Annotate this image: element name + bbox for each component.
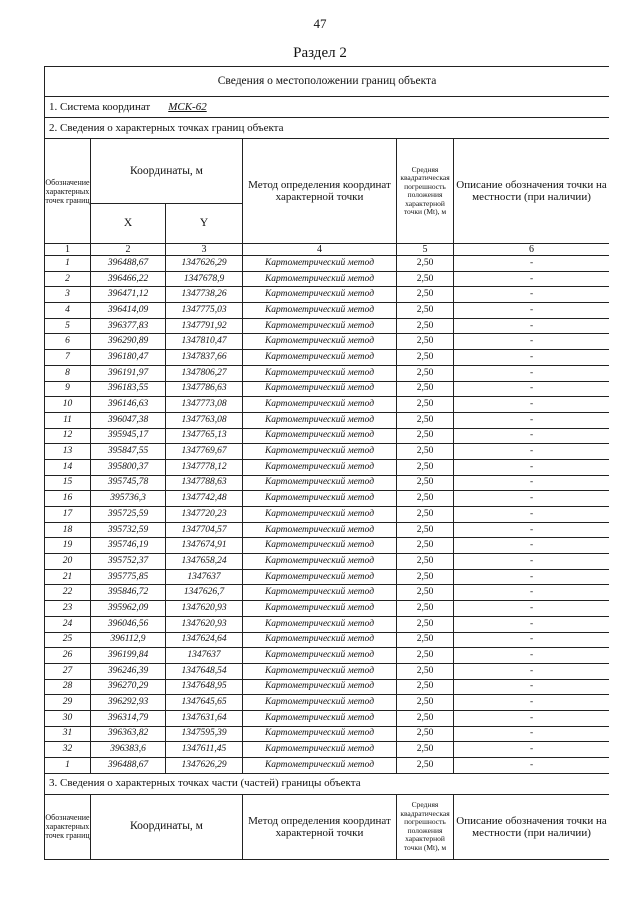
point-number-cell: 19 [45, 538, 91, 554]
boundary-table-container [44, 66, 609, 861]
x-coordinate-cell: 396047,38 [91, 412, 166, 428]
table-row [45, 695, 610, 711]
method-cell: Картометрический метод [243, 397, 397, 413]
description-cell: - [454, 365, 610, 381]
column-number: 6 [454, 244, 610, 256]
x-coordinate-cell: 396146,63 [91, 397, 166, 413]
point-number-cell: 22 [45, 585, 91, 601]
x-coordinate-cell: 396246,39 [91, 663, 166, 679]
description-cell: - [454, 350, 610, 366]
error-cell: 2,50 [397, 350, 454, 366]
method-cell: Картометрический метод [243, 742, 397, 758]
table-row [45, 679, 610, 695]
error-cell: 2,50 [397, 318, 454, 334]
table-row [45, 491, 610, 507]
y-coordinate-cell: 1347674,91 [166, 538, 243, 554]
x-coordinate-cell: 396414,09 [91, 303, 166, 319]
table-row [45, 601, 610, 617]
error-cell: 2,50 [397, 444, 454, 460]
table-row [45, 256, 610, 272]
coord-system-row [45, 97, 610, 118]
table-row [45, 616, 610, 632]
error-cell: 2,50 [397, 616, 454, 632]
method-cell: Картометрический метод [243, 428, 397, 444]
y-coordinate-cell: 1347648,95 [166, 679, 243, 695]
column-numbers-row [45, 244, 610, 256]
header-x: X [91, 204, 166, 244]
x-coordinate-cell: 396314,79 [91, 710, 166, 726]
x-coordinate-cell: 396199,84 [91, 648, 166, 664]
point-number-cell: 20 [45, 554, 91, 570]
description-cell: - [454, 412, 610, 428]
table-row [45, 507, 610, 523]
description-cell: - [454, 758, 610, 774]
point-number-cell: 15 [45, 475, 91, 491]
table-row [45, 397, 610, 413]
error-cell: 2,50 [397, 663, 454, 679]
y-coordinate-cell: 1347658,24 [166, 554, 243, 570]
method-cell: Картометрический метод [243, 522, 397, 538]
y-coordinate-cell: 1347626,29 [166, 256, 243, 272]
table-row [45, 648, 610, 664]
x-coordinate-cell: 396270,29 [91, 679, 166, 695]
description-cell: - [454, 318, 610, 334]
description-cell: - [454, 679, 610, 695]
y-coordinate-cell: 1347720,23 [166, 507, 243, 523]
method-cell: Картометрический метод [243, 679, 397, 695]
error-cell: 2,50 [397, 554, 454, 570]
table-row [45, 710, 610, 726]
error-cell: 2,50 [397, 679, 454, 695]
table-row [45, 318, 610, 334]
table-row [45, 350, 610, 366]
table-row [45, 365, 610, 381]
description-cell: - [454, 271, 610, 287]
description-cell: - [454, 601, 610, 617]
y-coordinate-cell: 1347620,93 [166, 616, 243, 632]
header-description: Описание обозначения точки на местности (при наличии) [454, 139, 610, 244]
error-cell: 2,50 [397, 632, 454, 648]
point-number-cell: 26 [45, 648, 91, 664]
description-cell: - [454, 726, 610, 742]
point-number-cell: 1 [45, 758, 91, 774]
x-coordinate-cell: 396046,56 [91, 616, 166, 632]
x-coordinate-cell: 396180,47 [91, 350, 166, 366]
point-number-cell: 9 [45, 381, 91, 397]
error-cell: 2,50 [397, 585, 454, 601]
boundary-table [44, 66, 609, 860]
error-cell: 2,50 [397, 287, 454, 303]
y-coordinate-cell: 1347595,39 [166, 726, 243, 742]
y-coordinate-cell: 1347626,7 [166, 585, 243, 601]
description-cell: - [454, 475, 610, 491]
coord-system-value: МСК-62 [168, 100, 207, 113]
method-cell: Картометрический метод [243, 632, 397, 648]
x-coordinate-cell: 396292,93 [91, 695, 166, 711]
error-cell: 2,50 [397, 522, 454, 538]
table-row [45, 271, 610, 287]
y-coordinate-cell: 1347611,45 [166, 742, 243, 758]
error-cell: 2,50 [397, 569, 454, 585]
method-cell: Картометрический метод [243, 710, 397, 726]
column-number: 4 [243, 244, 397, 256]
table-row [45, 412, 610, 428]
method-cell: Картометрический метод [243, 365, 397, 381]
method-cell: Картометрический метод [243, 726, 397, 742]
point-number-cell: 17 [45, 507, 91, 523]
table-row [45, 381, 610, 397]
x-coordinate-cell: 395945,17 [91, 428, 166, 444]
point-number-cell: 8 [45, 365, 91, 381]
error-cell: 2,50 [397, 695, 454, 711]
method-cell: Картометрический метод [243, 569, 397, 585]
point-number-cell: 2 [45, 271, 91, 287]
description-cell: - [454, 554, 610, 570]
column-number: 1 [45, 244, 91, 256]
header3-description: Описание обозначения точки на местности (при наличии) [454, 794, 610, 859]
header3-coordinates: Координаты, м [91, 794, 243, 859]
description-cell: - [454, 491, 610, 507]
description-cell: - [454, 287, 610, 303]
column-number: 2 [91, 244, 166, 256]
error-cell: 2,50 [397, 601, 454, 617]
method-cell: Картометрический метод [243, 271, 397, 287]
method-cell: Картометрический метод [243, 601, 397, 617]
header3-error: Средняя квадратическая погрешность положения характерной точки (Мt), м [397, 794, 454, 859]
x-coordinate-cell: 395732,59 [91, 522, 166, 538]
table-row [45, 334, 610, 350]
table-row [45, 569, 610, 585]
point-number-cell: 16 [45, 491, 91, 507]
description-cell: - [454, 538, 610, 554]
y-coordinate-cell: 1347837,66 [166, 350, 243, 366]
point-number-cell: 29 [45, 695, 91, 711]
y-coordinate-cell: 1347765,13 [166, 428, 243, 444]
error-cell: 2,50 [397, 381, 454, 397]
method-cell: Картометрический метод [243, 287, 397, 303]
y-coordinate-cell: 1347788,63 [166, 475, 243, 491]
error-cell: 2,50 [397, 303, 454, 319]
x-coordinate-cell: 396191,97 [91, 365, 166, 381]
table-row [45, 287, 610, 303]
description-cell: - [454, 648, 610, 664]
error-cell: 2,50 [397, 507, 454, 523]
error-cell: 2,50 [397, 726, 454, 742]
point-number-cell: 4 [45, 303, 91, 319]
column-number: 5 [397, 244, 454, 256]
error-cell: 2,50 [397, 256, 454, 272]
point-number-cell: 31 [45, 726, 91, 742]
table-row [45, 522, 610, 538]
error-cell: 2,50 [397, 742, 454, 758]
description-cell: - [454, 303, 610, 319]
y-coordinate-cell: 1347645,65 [166, 695, 243, 711]
description-cell: - [454, 663, 610, 679]
point-number-cell: 6 [45, 334, 91, 350]
method-cell: Картометрический метод [243, 695, 397, 711]
error-cell: 2,50 [397, 758, 454, 774]
x-coordinate-cell: 395746,19 [91, 538, 166, 554]
point-number-cell: 23 [45, 601, 91, 617]
method-cell: Картометрический метод [243, 350, 397, 366]
error-cell: 2,50 [397, 428, 454, 444]
y-coordinate-cell: 1347637 [166, 569, 243, 585]
table-row [45, 554, 610, 570]
point-number-cell: 12 [45, 428, 91, 444]
y-coordinate-cell: 1347624,64 [166, 632, 243, 648]
x-coordinate-cell: 396488,67 [91, 256, 166, 272]
error-cell: 2,50 [397, 412, 454, 428]
error-cell: 2,50 [397, 334, 454, 350]
method-cell: Картометрический метод [243, 507, 397, 523]
description-cell: - [454, 695, 610, 711]
error-cell: 2,50 [397, 648, 454, 664]
point-number-cell: 24 [45, 616, 91, 632]
description-cell: - [454, 428, 610, 444]
x-coordinate-cell: 396363,82 [91, 726, 166, 742]
error-cell: 2,50 [397, 459, 454, 475]
points-table-body [45, 256, 610, 774]
table-title: Сведения о местоположении границ объекта [45, 67, 610, 97]
description-cell: - [454, 334, 610, 350]
x-coordinate-cell: 396290,89 [91, 334, 166, 350]
description-cell: - [454, 616, 610, 632]
y-coordinate-cell: 1347806,27 [166, 365, 243, 381]
description-cell: - [454, 710, 610, 726]
header-coordinates: Координаты, м [91, 139, 243, 204]
point-number-cell: 7 [45, 350, 91, 366]
table-row [45, 726, 610, 742]
y-coordinate-cell: 1347620,93 [166, 601, 243, 617]
table-row [45, 585, 610, 601]
method-cell: Картометрический метод [243, 475, 397, 491]
method-cell: Картометрический метод [243, 554, 397, 570]
error-cell: 2,50 [397, 365, 454, 381]
method-cell: Картометрический метод [243, 758, 397, 774]
y-coordinate-cell: 1347775,03 [166, 303, 243, 319]
y-coordinate-cell: 1347626,29 [166, 758, 243, 774]
table-row [45, 632, 610, 648]
x-coordinate-cell: 395736,3 [91, 491, 166, 507]
error-cell: 2,50 [397, 475, 454, 491]
point-number-cell: 25 [45, 632, 91, 648]
x-coordinate-cell: 395725,59 [91, 507, 166, 523]
x-coordinate-cell: 395775,85 [91, 569, 166, 585]
table-row [45, 303, 610, 319]
description-cell: - [454, 742, 610, 758]
page-number: 47 [313, 16, 327, 31]
table-row [45, 538, 610, 554]
x-coordinate-cell: 396112,9 [91, 632, 166, 648]
coord-system-label: 1. Система координат [49, 100, 151, 113]
y-coordinate-cell: 1347810,47 [166, 334, 243, 350]
point-number-cell: 5 [45, 318, 91, 334]
point-number-cell: 13 [45, 444, 91, 460]
method-cell: Картометрический метод [243, 381, 397, 397]
table-row [45, 428, 610, 444]
description-cell: - [454, 459, 610, 475]
x-coordinate-cell: 396466,22 [91, 271, 166, 287]
point-number-cell: 11 [45, 412, 91, 428]
header-designation: Обозначение характерных точек границ [45, 139, 91, 244]
parts-section-title: 3. Сведения о характерных точках части (частей) границы объекта [45, 773, 610, 794]
error-cell: 2,50 [397, 491, 454, 507]
description-cell: - [454, 444, 610, 460]
method-cell: Картометрический метод [243, 412, 397, 428]
point-number-cell: 18 [45, 522, 91, 538]
method-cell: Картометрический метод [243, 334, 397, 350]
point-number-cell: 32 [45, 742, 91, 758]
y-coordinate-cell: 1347786,63 [166, 381, 243, 397]
x-coordinate-cell: 395962,09 [91, 601, 166, 617]
point-number-cell: 28 [45, 679, 91, 695]
x-coordinate-cell: 396471,12 [91, 287, 166, 303]
method-cell: Картометрический метод [243, 648, 397, 664]
point-number-cell: 30 [45, 710, 91, 726]
y-coordinate-cell: 1347704,57 [166, 522, 243, 538]
point-number-cell: 3 [45, 287, 91, 303]
table-row [45, 742, 610, 758]
column-number: 3 [166, 244, 243, 256]
method-cell: Картометрический метод [243, 459, 397, 475]
x-coordinate-cell: 396488,67 [91, 758, 166, 774]
method-cell: Картометрический метод [243, 256, 397, 272]
point-number-cell: 21 [45, 569, 91, 585]
method-cell: Картометрический метод [243, 303, 397, 319]
points-section-title: 2. Сведения о характерных точках границ объекта [45, 118, 610, 139]
description-cell: - [454, 569, 610, 585]
description-cell: - [454, 381, 610, 397]
x-coordinate-cell: 395846,72 [91, 585, 166, 601]
description-cell: - [454, 256, 610, 272]
y-coordinate-cell: 1347778,12 [166, 459, 243, 475]
method-cell: Картометрический метод [243, 538, 397, 554]
point-number-cell: 1 [45, 256, 91, 272]
point-number-cell: 10 [45, 397, 91, 413]
y-coordinate-cell: 1347738,26 [166, 287, 243, 303]
method-cell: Картометрический метод [243, 585, 397, 601]
error-cell: 2,50 [397, 538, 454, 554]
y-coordinate-cell: 1347791,92 [166, 318, 243, 334]
y-coordinate-cell: 1347769,67 [166, 444, 243, 460]
header-error: Средняя квадратическая погрешность положения характерной точки (Мt), м [397, 139, 454, 244]
section-title: Раздел 2 [293, 45, 347, 61]
description-cell: - [454, 632, 610, 648]
x-coordinate-cell: 396183,55 [91, 381, 166, 397]
x-coordinate-cell: 395847,55 [91, 444, 166, 460]
y-coordinate-cell: 1347763,08 [166, 412, 243, 428]
description-cell: - [454, 397, 610, 413]
error-cell: 2,50 [397, 397, 454, 413]
method-cell: Картометрический метод [243, 444, 397, 460]
error-cell: 2,50 [397, 710, 454, 726]
y-coordinate-cell: 1347742,48 [166, 491, 243, 507]
description-cell: - [454, 507, 610, 523]
method-cell: Картометрический метод [243, 491, 397, 507]
y-coordinate-cell: 1347637 [166, 648, 243, 664]
header-y: Y [166, 204, 243, 244]
description-cell: - [454, 522, 610, 538]
x-coordinate-cell: 395745,78 [91, 475, 166, 491]
table-row [45, 459, 610, 475]
table-row [45, 444, 610, 460]
header3-designation: Обозначение характерных точек границ [45, 794, 91, 859]
header3-method: Метод определения координат характерной точки [243, 794, 397, 859]
x-coordinate-cell: 396377,83 [91, 318, 166, 334]
description-cell: - [454, 585, 610, 601]
point-number-cell: 27 [45, 663, 91, 679]
y-coordinate-cell: 1347773,08 [166, 397, 243, 413]
y-coordinate-cell: 1347648,54 [166, 663, 243, 679]
table-row [45, 663, 610, 679]
header-method: Метод определения координат характерной точки [243, 139, 397, 244]
table-row [45, 475, 610, 491]
method-cell: Картометрический метод [243, 616, 397, 632]
table-row [45, 758, 610, 774]
x-coordinate-cell: 396383,6 [91, 742, 166, 758]
method-cell: Картометрический метод [243, 318, 397, 334]
y-coordinate-cell: 1347678,9 [166, 271, 243, 287]
x-coordinate-cell: 395752,37 [91, 554, 166, 570]
error-cell: 2,50 [397, 271, 454, 287]
y-coordinate-cell: 1347631,64 [166, 710, 243, 726]
x-coordinate-cell: 395800,37 [91, 459, 166, 475]
method-cell: Картометрический метод [243, 663, 397, 679]
point-number-cell: 14 [45, 459, 91, 475]
